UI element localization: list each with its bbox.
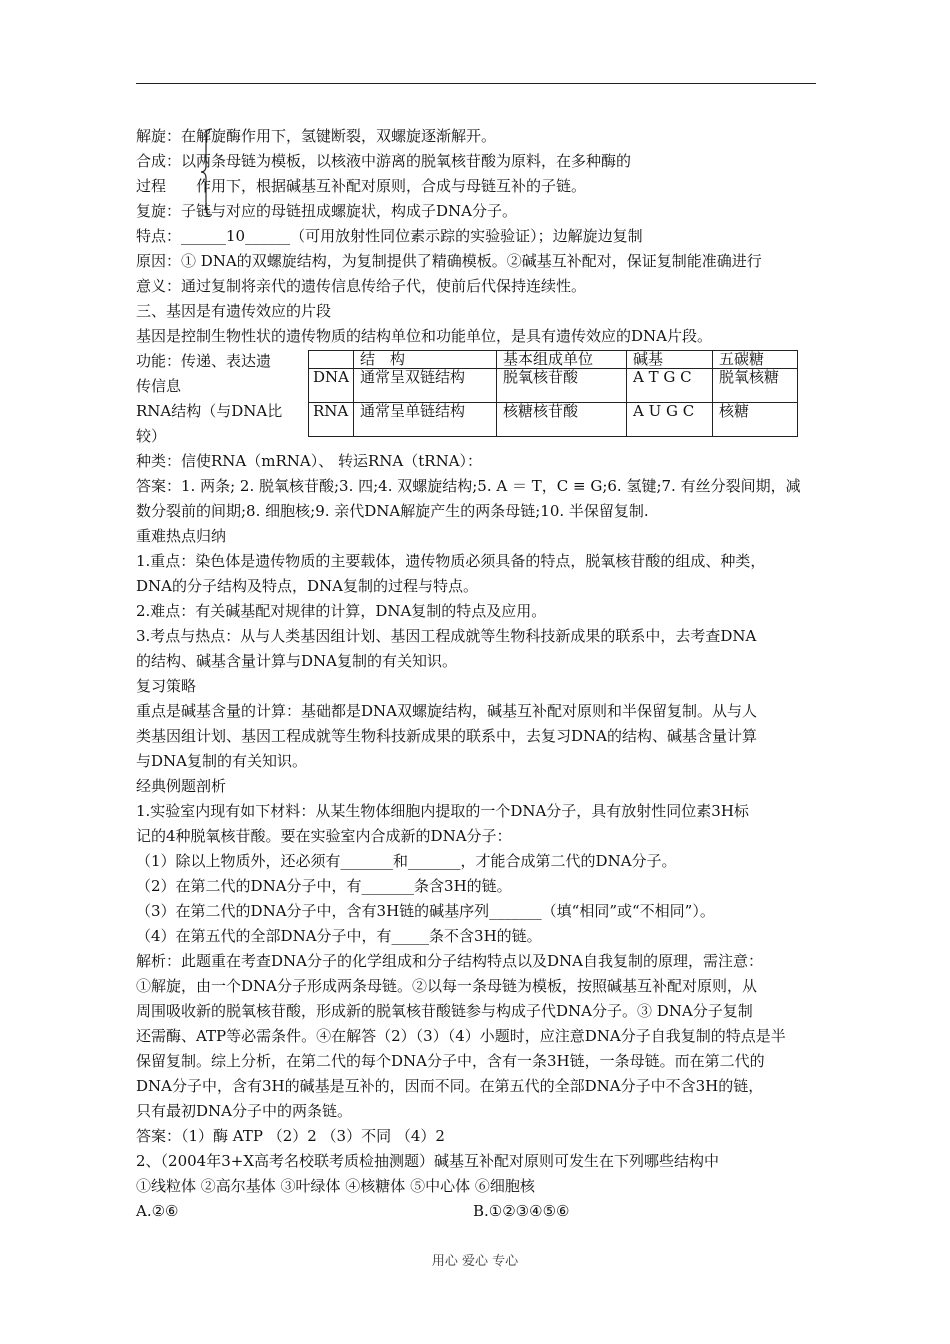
header-rule (136, 83, 816, 84)
line-yuanyin: 原因：① DNA的双螺旋结构，为复制提供了精确模板。②碱基互补配对，保证复制能准确进行 (136, 252, 762, 270)
table-header-cell (309, 351, 354, 369)
line-q2: 2、（2004年3+X高考名校联考质检抽测题）碱基互补配对原则可发生在下列哪些结构中 (136, 1152, 720, 1170)
table-cell: DNA (309, 369, 354, 403)
line-zhongdian: 1.重点：染色体是遗传物质的主要载体，遗传物质必须具备的特点，脱氧核苷酸的组成、种类， (136, 552, 766, 570)
line-q1: 1.实验室内现有如下材料：从某生物体细胞内提取的一个DNA分子，具有放射性同位素3H标 (136, 802, 749, 820)
table-cell: A U G C (626, 403, 712, 437)
line-fuxuan: 复旋：子链与对应的母链扭成螺旋状，构成子DNA分子。 (136, 202, 517, 220)
line-q1-answer: 答案：（1）酶 ATP （2）2 （3）不同 （4）2 (136, 1127, 445, 1145)
section-heading-gene: 三、基因是有遗传效应的片段 (136, 302, 332, 320)
line-rna-structure-cont: 较） (136, 427, 167, 445)
section-heading-examples: 经典例题剖析 (136, 777, 227, 795)
section-heading-review: 复习策略 (136, 677, 197, 695)
line-yiyi: 意义：通过复制将亲代的遗传信息传给子代，使前后代保持连续性。 (136, 277, 587, 295)
line-q1-part3: （3）在第二代的DNA分子中，含有3H链的碱基序列_______（填“相同”或“不相同”）。 (136, 902, 715, 920)
line-zhongdian-cont: DNA的分子结构及特点，DNA复制的过程与特点。 (136, 577, 478, 595)
table-cell: 通常呈双链结构 (353, 369, 496, 403)
line-answers: 答案：1. 两条; 2. 脱氧核苷酸;3. 四;4. 双螺旋结构;5. A ＝ T，C ≡ G;6. 氢键;7. 有丝分裂间期，减 (136, 477, 801, 495)
line-kaodian: 3.考点与热点：从与人类基因组计划、基因工程成就等生物科技新成果的联系中，去考查DNA (136, 627, 757, 645)
page-footer: 用心 爱心 专心 (431, 1254, 519, 1269)
line-analysis-1: 解析：此题重在考查DNA分子的化学组成和分子结构特点以及DNA自我复制的原理，需注意： (136, 952, 763, 970)
line-zhonglei: 种类：信使RNA（mRNA）、 转运RNA（tRNA）： (136, 452, 483, 470)
line-tedian: 特点：______10______（可用放射性同位素示踪的实验验证）；边解旋边复制 (136, 227, 643, 245)
line-q1-part1: （1）除以上物质外，还必须有_______和_______，才能合成第二代的DNA分子。 (136, 852, 677, 870)
option-a: A.②⑥ (136, 1202, 179, 1220)
line-answers-cont: 数分裂前的间期;8. 细胞核;9. 亲代DNA解旋产生的两条母链;10. 半保留复制. (136, 502, 649, 520)
line-gene-definition: 基因是控制生物性状的遗传物质的结构单位和功能单位，是具有遗传效应的DNA片段。 (136, 327, 712, 345)
line-q1-part4: （4）在第五代的全部DNA分子中，有_____条不含3H的链。 (136, 927, 542, 945)
line-gongneng-cont: 传信息 (136, 377, 182, 395)
line-rna-structure: RNA结构（与DNA比 (136, 402, 283, 420)
line-analysis-7: 只有最初DNA分子中的两条链。 (136, 1102, 352, 1120)
line-q1-part2: （2）在第二代的DNA分子中，有_______条含3H的链。 (136, 877, 512, 895)
line-q2-choices: ①线粒体 ②高尔基体 ③叶绿体 ④核糖体 ⑤中心体 ⑥细胞核 (136, 1177, 535, 1195)
line-review-1: 重点是碱基含量的计算：基础都是DNA双螺旋结构，碱基互补配对原则和半保留复制。从与人 (136, 702, 757, 720)
table-header-cell: 基本组成单位 (496, 351, 626, 369)
table-cell: 通常呈单链结构 (353, 403, 496, 437)
option-b: B.①②③④⑤⑥ (473, 1202, 570, 1220)
line-kaodian-cont: 的结构、碱基含量计算与DNA复制的有关知识。 (136, 652, 457, 670)
line-hecheng: 合成：以两条母链为模板，以核液中游离的脱氧核苷酸为原料，在多种酶的 (136, 152, 632, 170)
table-row (309, 369, 798, 403)
table-header-cell: 碱基 (626, 351, 712, 369)
table-cell: 脱氧核糖 (712, 369, 797, 403)
table-cell: 核糖核苷酸 (496, 403, 626, 437)
table-header-cell: 五碳糖 (712, 351, 797, 369)
line-review-2: 类基因组计划、基因工程成就等生物科技新成果的联系中，去复习DNA的结构、碱基含量计算 (136, 727, 757, 745)
section-heading-key-points: 重难热点归纳 (136, 527, 227, 545)
table-row (309, 403, 798, 437)
line-analysis-3: 周围吸收新的脱氧核苷酸，形成新的脱氧核苷酸链参与构成子代DNA分子。③ DNA分子复制 (136, 1002, 753, 1020)
table-cell: 核糖 (712, 403, 797, 437)
line-q1-cont: 记的4种脱氧核苷酸。要在实验室内合成新的DNA分子： (136, 827, 512, 845)
dna-rna-comparison-table (308, 350, 798, 437)
line-analysis-5: 保留复制。综上分析，在第二代的每个DNA分子中，含有一条3H链，一条母链。而在第二代的 (136, 1052, 765, 1070)
line-review-3: 与DNA复制的有关知识。 (136, 752, 307, 770)
line-nandian: 2.难点：有关碱基配对规律的计算，DNA复制的特点及应用。 (136, 602, 547, 620)
line-gongneng: 功能：传递、表达遗 (136, 352, 272, 370)
table-cell: RNA (309, 403, 354, 437)
table-cell: 脱氧核苷酸 (496, 369, 626, 403)
line-guocheng: 过程 作用下，根据碱基互补配对原则，合成与母链互补的子链。 (136, 177, 587, 195)
table-cell: A T G C (626, 369, 712, 403)
line-analysis-4: 还需酶、ATP等必需条件。④在解答（2）（3）（4）小题时，应注意DNA分子自我复制的特点是半 (136, 1027, 786, 1045)
line-analysis-2: ①解旋，由一个DNA分子形成两条母链。②以每一条母链为模板，按照碱基互补配对原则，从 (136, 977, 757, 995)
table-header-cell: 结 构 (353, 351, 496, 369)
line-jiexuan: 解旋：在解旋酶作用下，氢键断裂，双螺旋逐渐解开。 (136, 127, 497, 145)
table-header-row (309, 351, 798, 369)
line-analysis-6: DNA分子中，含有3H的碱基是互补的，因而不同。在第五代的全部DNA分子中不含3H的链， (136, 1077, 764, 1095)
